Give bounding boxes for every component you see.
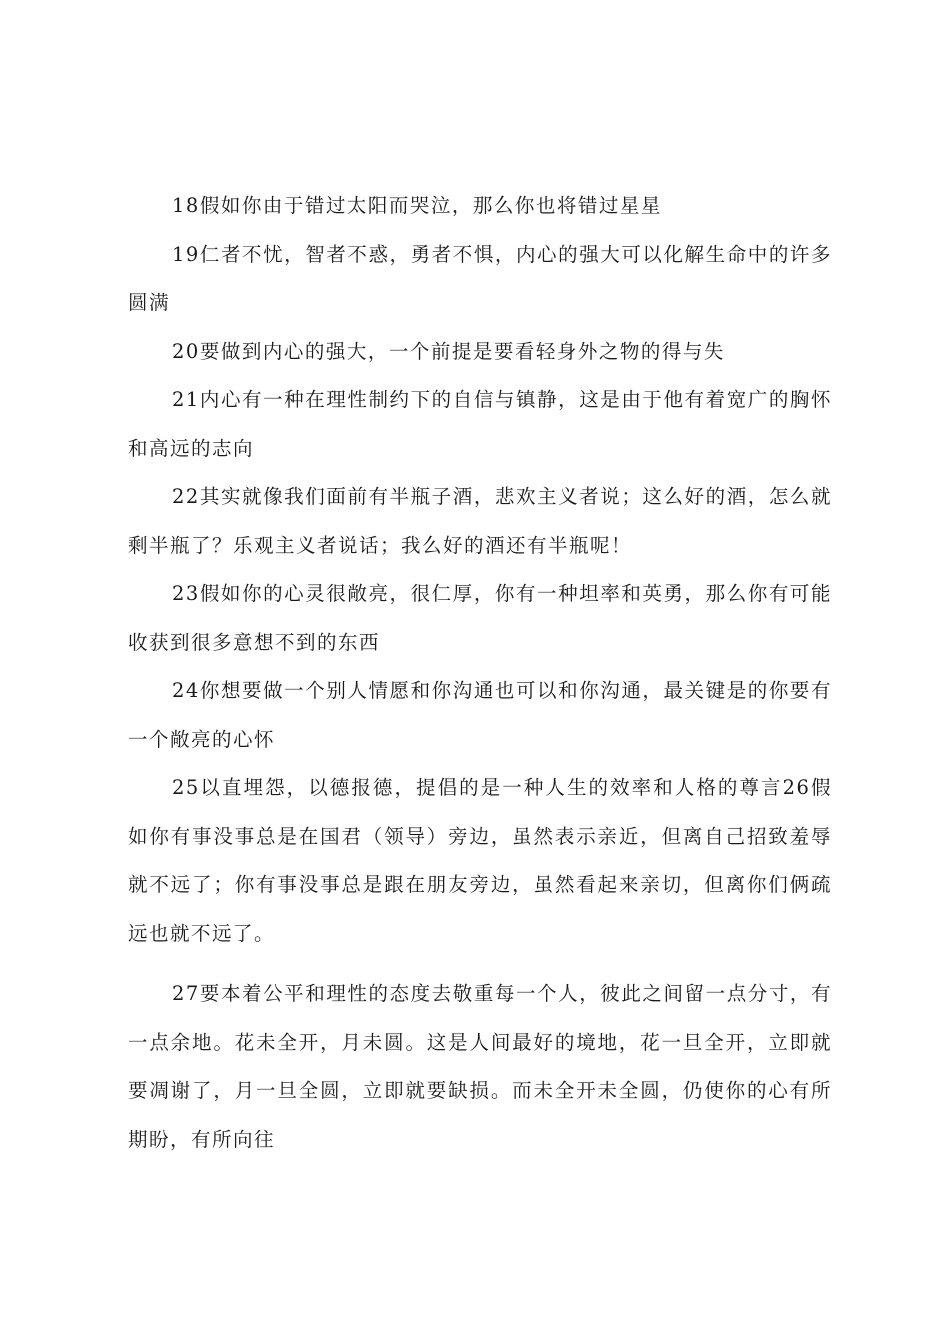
paragraph-23: 23假如你的心灵很敞亮，很仁厚，你有一种坦率和英勇，那么你有可能收获到很多意想不到的东西 [128,582,832,654]
paragraph-18: 18假如你由于错过太阳而哭泣，那么你也将错过星星 [172,194,662,217]
paragraph-22: 22其实就像我们面前有半瓶子酒，悲欢主义者说；这么好的酒，怎么就剩半瓶了？乐观主义者说话；我么好的酒还有半瓶呢！ [128,485,832,557]
paragraph-19: 19仁者不忧，智者不惑，勇者不惧，内心的强大可以化解生命中的许多圆满 [128,242,832,314]
paragraph-24: 24你想要做一个别人情愿和你沟通也可以和你沟通，最关键是的你要有一个敞亮的心怀 [128,679,832,751]
document-body [128,182,832,1164]
paragraph-21: 21内心有一种在理性制约下的自信与镇静，这是由于他有着宽广的胸怀和高远的志向 [128,388,832,460]
paragraph-25-26: 25以直埋怨，以德报德，提倡的是一种人生的效率和人格的尊言26假如你有事没事总是在国君（领导）旁边，虽然表示亲近，但离自己招致羞辱就不远了；你有事没事总是跟在朋友旁边，虽然看起来亲切，但离你们俩疏远也就不远了。 [128,776,832,945]
paragraph-20: 20要做到内心的强大，一个前提是要看轻身外之物的得与失 [172,339,725,363]
paragraph-27: 27要本着公平和理性的态度去敬重每一个人，彼此之间留一点分寸，有一点余地。花未全开，月未圆。这是人间最好的境地，花一旦全开，立即就要凋谢了，月一旦全圆，立即就要缺损。而未全开未全圆，仍使你的心有所期盼，有所向往 [128,982,832,1151]
